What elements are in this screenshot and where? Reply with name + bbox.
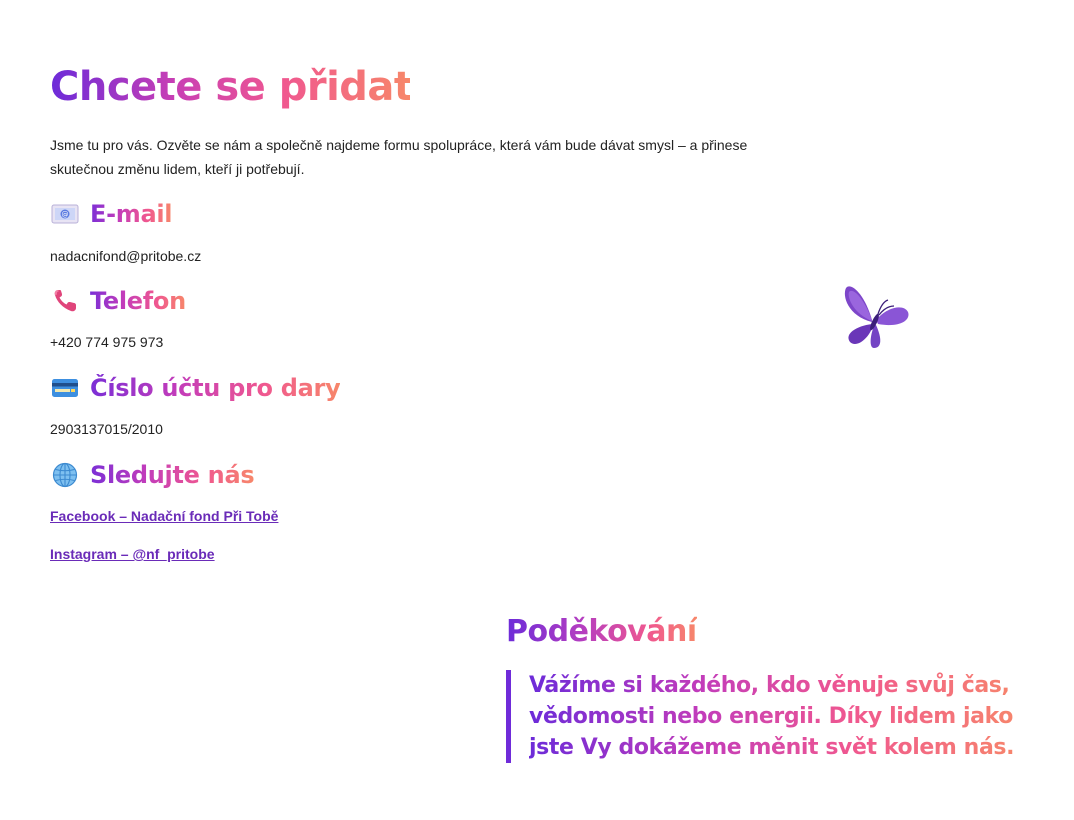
phone-section-heading	[50, 286, 186, 316]
thanks-quote-text: Vážíme si každého, kdo věnuje svůj čas, vědomosti nebo energii. Díky lidem jako jste Vy dokážeme měnit svět kolem nás.	[529, 670, 1026, 763]
instagram-link[interactable]: Instagram – @nf_pritobe	[50, 546, 215, 562]
email-section-heading	[50, 199, 172, 229]
intro-text: Jsme tu pro vás. Ozvěte se nám a společně najdeme formu spolupráce, která vám bude dávat smysl – a přinese skutečnou změnu lidem, kteří ji potřebují.	[50, 137, 748, 177]
globe-icon	[50, 460, 80, 490]
telephone-icon	[50, 286, 80, 316]
facebook-link[interactable]: Facebook – Nadační fond Při Tobě	[50, 508, 279, 524]
social-section-heading	[50, 460, 254, 490]
page-title: Chcete se přidat?	[50, 64, 436, 110]
phone-heading: Telefon	[90, 287, 186, 315]
account-section-heading	[50, 373, 340, 403]
email-heading: E-mail	[90, 200, 173, 228]
credit-card-icon	[50, 373, 80, 403]
account-value: 2903137015/2010	[50, 421, 163, 437]
svg-text:@: @	[61, 210, 69, 219]
thanks-heading: Poděkování	[506, 614, 697, 649]
email-value: nadacnifond@pritobe.cz	[50, 248, 202, 264]
thanks-quote	[506, 670, 1026, 763]
social-heading: Sledujte nás	[90, 461, 255, 489]
phone-value: +420 774 975 973	[50, 334, 164, 350]
envelope-icon	[50, 199, 80, 229]
butterfly-icon	[838, 282, 918, 352]
account-heading: Číslo účtu pro dary	[90, 374, 341, 402]
